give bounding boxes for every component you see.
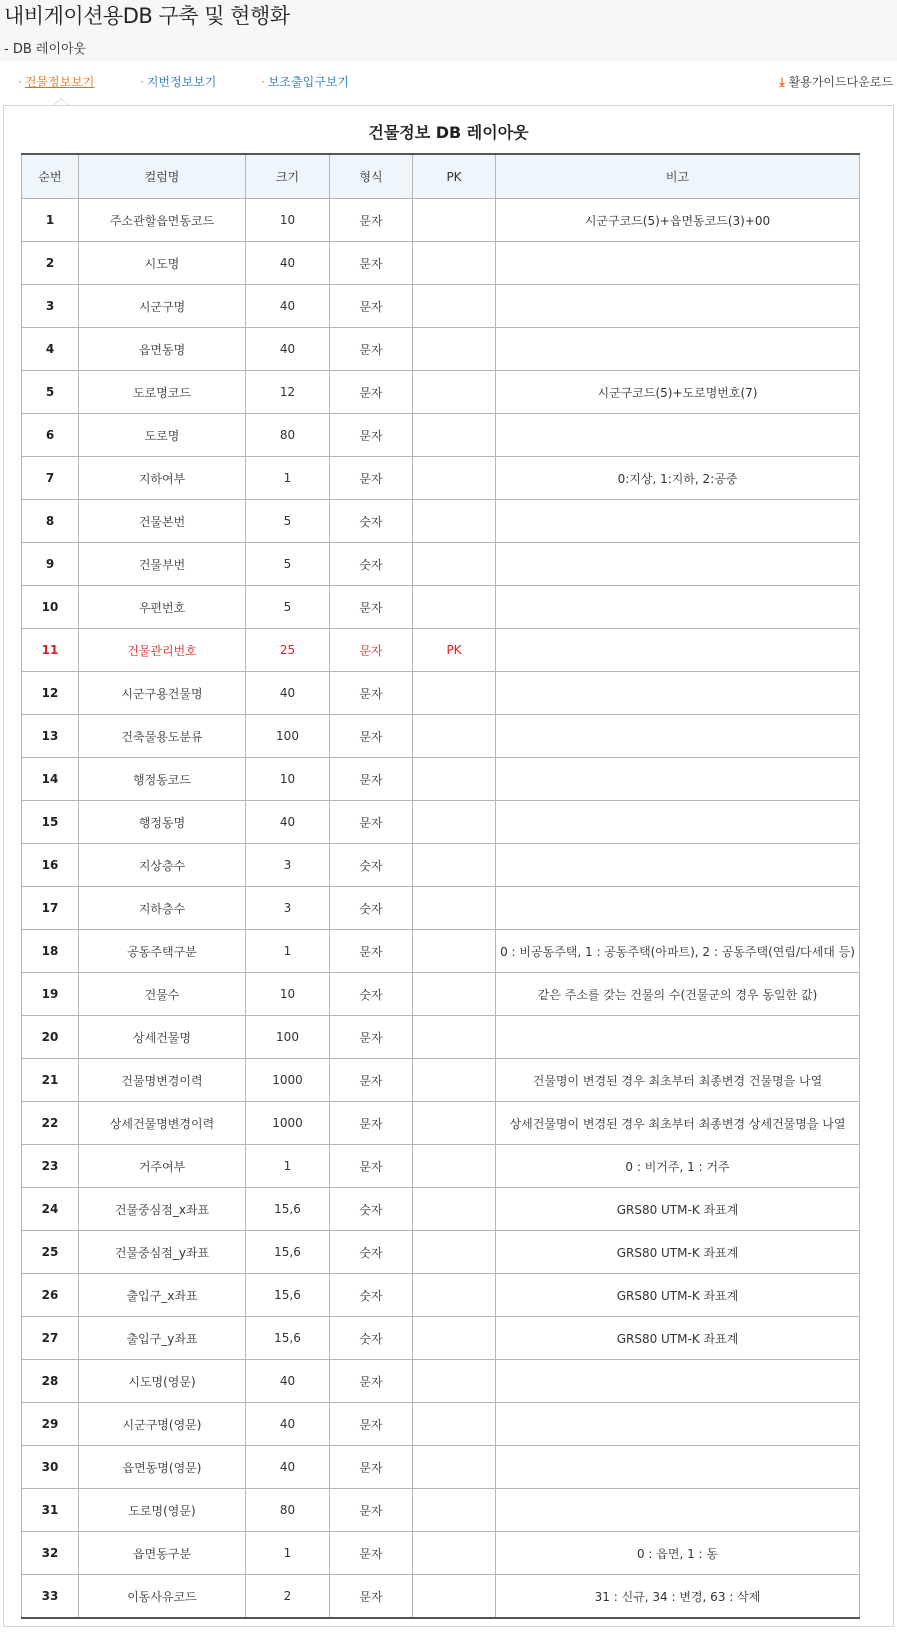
cell-pk — [413, 758, 496, 801]
cell-no: 30 — [22, 1446, 79, 1489]
cell-no: 27 — [22, 1317, 79, 1360]
table-row — [22, 715, 860, 758]
cell-note — [496, 242, 860, 285]
cell-note: GRS80 UTM-K 좌표계 — [496, 1274, 860, 1317]
table-row — [22, 199, 860, 242]
table-header-row — [22, 154, 860, 199]
cell-no: 23 — [22, 1145, 79, 1188]
table-row — [22, 887, 860, 930]
cell-size: 40 — [246, 801, 330, 844]
cell-no: 14 — [22, 758, 79, 801]
cell-column-name: 도로명코드 — [79, 371, 246, 414]
cell-no: 7 — [22, 457, 79, 500]
cell-pk — [413, 930, 496, 973]
cell-column-name: 도로명 — [79, 414, 246, 457]
cell-note — [496, 758, 860, 801]
cell-column-name: 건물중심점_x좌표 — [79, 1188, 246, 1231]
tab-lot-info[interactable] — [140, 73, 216, 90]
cell-note: GRS80 UTM-K 좌표계 — [496, 1188, 860, 1231]
cell-pk — [413, 242, 496, 285]
cell-no: 10 — [22, 586, 79, 629]
cell-no: 26 — [22, 1274, 79, 1317]
cell-type: 문자 — [330, 1446, 413, 1489]
cell-size: 100 — [246, 715, 330, 758]
cell-pk — [413, 1274, 496, 1317]
cell-column-name: 건물수 — [79, 973, 246, 1016]
cell-no: 24 — [22, 1188, 79, 1231]
cell-column-name: 건축물용도분류 — [79, 715, 246, 758]
cell-type: 문자 — [330, 1532, 413, 1575]
table-row — [22, 1360, 860, 1403]
table-row — [22, 457, 860, 500]
cell-size: 15,6 — [246, 1188, 330, 1231]
cell-column-name: 시도명(영문) — [79, 1360, 246, 1403]
cell-column-name: 읍면동명(영문) — [79, 1446, 246, 1489]
cell-size: 5 — [246, 586, 330, 629]
cell-note — [496, 1016, 860, 1059]
cell-type: 문자 — [330, 1489, 413, 1532]
cell-type: 문자 — [330, 457, 413, 500]
cell-type: 숫자 — [330, 1231, 413, 1274]
cell-size: 1 — [246, 1532, 330, 1575]
cell-size: 40 — [246, 285, 330, 328]
cell-size: 80 — [246, 1489, 330, 1532]
cell-pk — [413, 1188, 496, 1231]
cell-note — [496, 844, 860, 887]
tab-building-info[interactable] — [18, 73, 94, 90]
page-title: 내비게이션용DB 구축 및 현행화 — [4, 4, 290, 28]
cell-size: 1000 — [246, 1059, 330, 1102]
cell-type: 문자 — [330, 715, 413, 758]
cell-size: 80 — [246, 414, 330, 457]
cell-column-name: 출입구_x좌표 — [79, 1274, 246, 1317]
cell-column-name: 건물부번 — [79, 543, 246, 586]
cell-pk — [413, 371, 496, 414]
cell-no: 18 — [22, 930, 79, 973]
cell-pk — [413, 1403, 496, 1446]
cell-pk — [413, 1489, 496, 1532]
cell-no: 17 — [22, 887, 79, 930]
cell-no: 31 — [22, 1489, 79, 1532]
cell-column-name: 읍면동명 — [79, 328, 246, 371]
cell-size: 3 — [246, 887, 330, 930]
table-row — [22, 371, 860, 414]
cell-type: 문자 — [330, 801, 413, 844]
cell-type: 숫자 — [330, 1188, 413, 1231]
table-row — [22, 1016, 860, 1059]
cell-no: 16 — [22, 844, 79, 887]
db-layout-table — [21, 153, 860, 1619]
cell-pk — [413, 1360, 496, 1403]
download-label: 활용가이드다운로드 — [788, 75, 893, 89]
table-row — [22, 844, 860, 887]
cell-note — [496, 414, 860, 457]
table-row — [22, 1532, 860, 1575]
page-header — [0, 0, 897, 62]
table-row — [22, 1575, 860, 1619]
cell-no: 1 — [22, 199, 79, 242]
cell-size: 25 — [246, 629, 330, 672]
cell-column-name: 시군구명 — [79, 285, 246, 328]
table-row — [22, 1231, 860, 1274]
cell-column-name: 도로명(영문) — [79, 1489, 246, 1532]
cell-type: 문자 — [330, 930, 413, 973]
cell-no: 12 — [22, 672, 79, 715]
cell-type: 숫자 — [330, 500, 413, 543]
table-body — [22, 199, 860, 1619]
cell-size: 10 — [246, 758, 330, 801]
cell-no: 8 — [22, 500, 79, 543]
cell-type: 문자 — [330, 758, 413, 801]
cell-no: 32 — [22, 1532, 79, 1575]
table-row — [22, 1274, 860, 1317]
table-row — [22, 1446, 860, 1489]
cell-column-name: 건물관리번호 — [79, 629, 246, 672]
cell-type: 숫자 — [330, 1274, 413, 1317]
cell-pk — [413, 887, 496, 930]
cell-no: 5 — [22, 371, 79, 414]
cell-type: 문자 — [330, 1145, 413, 1188]
table-caption: 건물정보 DB 레이아웃 — [368, 123, 529, 142]
cell-pk — [413, 500, 496, 543]
cell-note — [496, 887, 860, 930]
cell-type: 숫자 — [330, 973, 413, 1016]
cell-pk — [413, 715, 496, 758]
cell-no: 25 — [22, 1231, 79, 1274]
cell-no: 2 — [22, 242, 79, 285]
cell-pk — [413, 1575, 496, 1619]
cell-note — [496, 629, 860, 672]
cell-note: GRS80 UTM-K 좌표계 — [496, 1317, 860, 1360]
download-icon: ⤓ — [779, 75, 785, 89]
tab-label: 보조출입구보기 — [267, 75, 349, 89]
cell-size: 1 — [246, 930, 330, 973]
cell-column-name: 상세건물명 — [79, 1016, 246, 1059]
cell-size: 15,6 — [246, 1317, 330, 1360]
cell-note — [496, 1403, 860, 1446]
table-row — [22, 1403, 860, 1446]
cell-pk — [413, 1059, 496, 1102]
cell-type: 문자 — [330, 328, 413, 371]
cell-note — [496, 285, 860, 328]
cell-pk — [413, 1231, 496, 1274]
cell-column-name: 지상층수 — [79, 844, 246, 887]
cell-note — [496, 1360, 860, 1403]
cell-note — [496, 586, 860, 629]
table-row — [22, 1102, 860, 1145]
cell-note — [496, 715, 860, 758]
cell-pk — [413, 1317, 496, 1360]
cell-size: 40 — [246, 328, 330, 371]
cell-size: 5 — [246, 543, 330, 586]
cell-pk: PK — [413, 629, 496, 672]
cell-no: 21 — [22, 1059, 79, 1102]
tab-bar — [0, 62, 897, 105]
cell-type: 숫자 — [330, 1317, 413, 1360]
cell-note: 건물명이 변경된 경우 최초부터 최종변경 건물명을 나열 — [496, 1059, 860, 1102]
table-row — [22, 629, 860, 672]
table-row — [22, 801, 860, 844]
page-subtitle: - DB 레이아웃 — [4, 42, 87, 57]
column-header-no: 순번 — [22, 154, 79, 199]
cell-note: 0 : 비거주, 1 : 거주 — [496, 1145, 860, 1188]
cell-note — [496, 1446, 860, 1489]
cell-column-name: 상세건물명변경이력 — [79, 1102, 246, 1145]
cell-column-name: 이동사유코드 — [79, 1575, 246, 1619]
cell-type: 문자 — [330, 586, 413, 629]
table-row — [22, 500, 860, 543]
cell-pk — [413, 199, 496, 242]
cell-note — [496, 500, 860, 543]
column-header-name: 컬럼명 — [79, 154, 246, 199]
table-row — [22, 242, 860, 285]
cell-type: 문자 — [330, 1059, 413, 1102]
tab-label: 지번정보보기 — [146, 75, 217, 89]
table-row — [22, 1489, 860, 1532]
cell-note — [496, 672, 860, 715]
cell-column-name: 출입구_y좌표 — [79, 1317, 246, 1360]
cell-pk — [413, 973, 496, 1016]
cell-size: 15,6 — [246, 1274, 330, 1317]
cell-note: 시군구코드(5)+읍면동코드(3)+00 — [496, 199, 860, 242]
tab-bullet: · — [18, 75, 22, 89]
cell-type: 문자 — [330, 242, 413, 285]
cell-size: 1 — [246, 1145, 330, 1188]
cell-size: 40 — [246, 1403, 330, 1446]
cell-note: 0 : 비공동주택, 1 : 공동주택(아파트), 2 : 공동주택(연립/다세대 등) — [496, 930, 860, 973]
cell-note — [496, 801, 860, 844]
cell-no: 15 — [22, 801, 79, 844]
cell-column-name: 거주여부 — [79, 1145, 246, 1188]
cell-no: 22 — [22, 1102, 79, 1145]
column-header-size: 크기 — [246, 154, 330, 199]
cell-pk — [413, 1102, 496, 1145]
cell-note: GRS80 UTM-K 좌표계 — [496, 1231, 860, 1274]
guide-download-link[interactable] — [779, 73, 893, 90]
table-row — [22, 1188, 860, 1231]
cell-column-name: 읍면동구분 — [79, 1532, 246, 1575]
cell-size: 1000 — [246, 1102, 330, 1145]
table-row — [22, 1059, 860, 1102]
cell-size: 15,6 — [246, 1231, 330, 1274]
cell-column-name: 시도명 — [79, 242, 246, 285]
cell-size: 40 — [246, 672, 330, 715]
cell-note: 0:지상, 1:지하, 2:공중 — [496, 457, 860, 500]
cell-type: 문자 — [330, 285, 413, 328]
cell-note: 31 : 신규, 34 : 변경, 63 : 삭제 — [496, 1575, 860, 1619]
cell-note — [496, 543, 860, 586]
cell-type: 문자 — [330, 629, 413, 672]
cell-pk — [413, 1532, 496, 1575]
cell-no: 13 — [22, 715, 79, 758]
table-row — [22, 414, 860, 457]
tab-bullet: · — [140, 75, 144, 89]
cell-column-name: 행정동명 — [79, 801, 246, 844]
cell-no: 29 — [22, 1403, 79, 1446]
cell-no: 4 — [22, 328, 79, 371]
cell-size: 40 — [246, 1360, 330, 1403]
cell-type: 문자 — [330, 1102, 413, 1145]
column-header-pk: PK — [413, 154, 496, 199]
cell-size: 40 — [246, 242, 330, 285]
cell-type: 문자 — [330, 199, 413, 242]
cell-type: 숫자 — [330, 887, 413, 930]
cell-column-name: 시군구용건물명 — [79, 672, 246, 715]
table-row — [22, 672, 860, 715]
cell-column-name: 시군구명(영문) — [79, 1403, 246, 1446]
cell-type: 문자 — [330, 1575, 413, 1619]
table-row — [22, 285, 860, 328]
table-row — [22, 973, 860, 1016]
table-row — [22, 328, 860, 371]
cell-column-name: 지하여부 — [79, 457, 246, 500]
cell-pk — [413, 844, 496, 887]
cell-pk — [413, 285, 496, 328]
cell-type: 문자 — [330, 371, 413, 414]
cell-type: 문자 — [330, 414, 413, 457]
column-header-type: 형식 — [330, 154, 413, 199]
table-row — [22, 930, 860, 973]
cell-note: 같은 주소를 갖는 건물의 수(건물군의 경우 동일한 값) — [496, 973, 860, 1016]
cell-note — [496, 1489, 860, 1532]
cell-no: 20 — [22, 1016, 79, 1059]
cell-no: 33 — [22, 1575, 79, 1619]
table-row — [22, 1317, 860, 1360]
tab-sub-entrance[interactable] — [261, 73, 349, 90]
cell-no: 19 — [22, 973, 79, 1016]
cell-type: 문자 — [330, 1016, 413, 1059]
cell-type: 문자 — [330, 672, 413, 715]
cell-size: 3 — [246, 844, 330, 887]
cell-type: 문자 — [330, 1360, 413, 1403]
column-header-note: 비고 — [496, 154, 860, 199]
cell-column-name: 행정동코드 — [79, 758, 246, 801]
cell-column-name: 주소관할읍면동코드 — [79, 199, 246, 242]
cell-size: 5 — [246, 500, 330, 543]
cell-no: 3 — [22, 285, 79, 328]
tab-label: 건물정보보기 — [24, 75, 95, 89]
cell-size: 100 — [246, 1016, 330, 1059]
table-row — [22, 543, 860, 586]
cell-column-name: 건물중심점_y좌표 — [79, 1231, 246, 1274]
cell-pk — [413, 1145, 496, 1188]
layout-panel — [3, 105, 894, 1627]
cell-note: 0 : 읍면, 1 : 동 — [496, 1532, 860, 1575]
cell-no: 28 — [22, 1360, 79, 1403]
cell-column-name: 지하층수 — [79, 887, 246, 930]
cell-pk — [413, 586, 496, 629]
cell-pk — [413, 328, 496, 371]
cell-size: 2 — [246, 1575, 330, 1619]
table-row — [22, 758, 860, 801]
cell-column-name: 건물본번 — [79, 500, 246, 543]
cell-size: 40 — [246, 1446, 330, 1489]
table-row — [22, 1145, 860, 1188]
cell-pk — [413, 457, 496, 500]
cell-type: 숫자 — [330, 543, 413, 586]
cell-type: 문자 — [330, 1403, 413, 1446]
cell-type: 숫자 — [330, 844, 413, 887]
cell-no: 11 — [22, 629, 79, 672]
tab-bullet: · — [261, 75, 265, 89]
cell-column-name: 우편번호 — [79, 586, 246, 629]
cell-no: 9 — [22, 543, 79, 586]
cell-no: 6 — [22, 414, 79, 457]
cell-pk — [413, 801, 496, 844]
cell-size: 1 — [246, 457, 330, 500]
cell-size: 10 — [246, 199, 330, 242]
cell-pk — [413, 1016, 496, 1059]
cell-note: 상세건물명이 변경된 경우 최초부터 최종변경 상세건물명을 나열 — [496, 1102, 860, 1145]
cell-column-name: 건물명변경이력 — [79, 1059, 246, 1102]
cell-pk — [413, 414, 496, 457]
cell-note — [496, 328, 860, 371]
cell-note: 시군구코드(5)+도로명번호(7) — [496, 371, 860, 414]
cell-size: 10 — [246, 973, 330, 1016]
cell-pk — [413, 672, 496, 715]
cell-column-name: 공동주택구분 — [79, 930, 246, 973]
cell-size: 12 — [246, 371, 330, 414]
cell-pk — [413, 543, 496, 586]
table-row — [22, 586, 860, 629]
cell-pk — [413, 1446, 496, 1489]
